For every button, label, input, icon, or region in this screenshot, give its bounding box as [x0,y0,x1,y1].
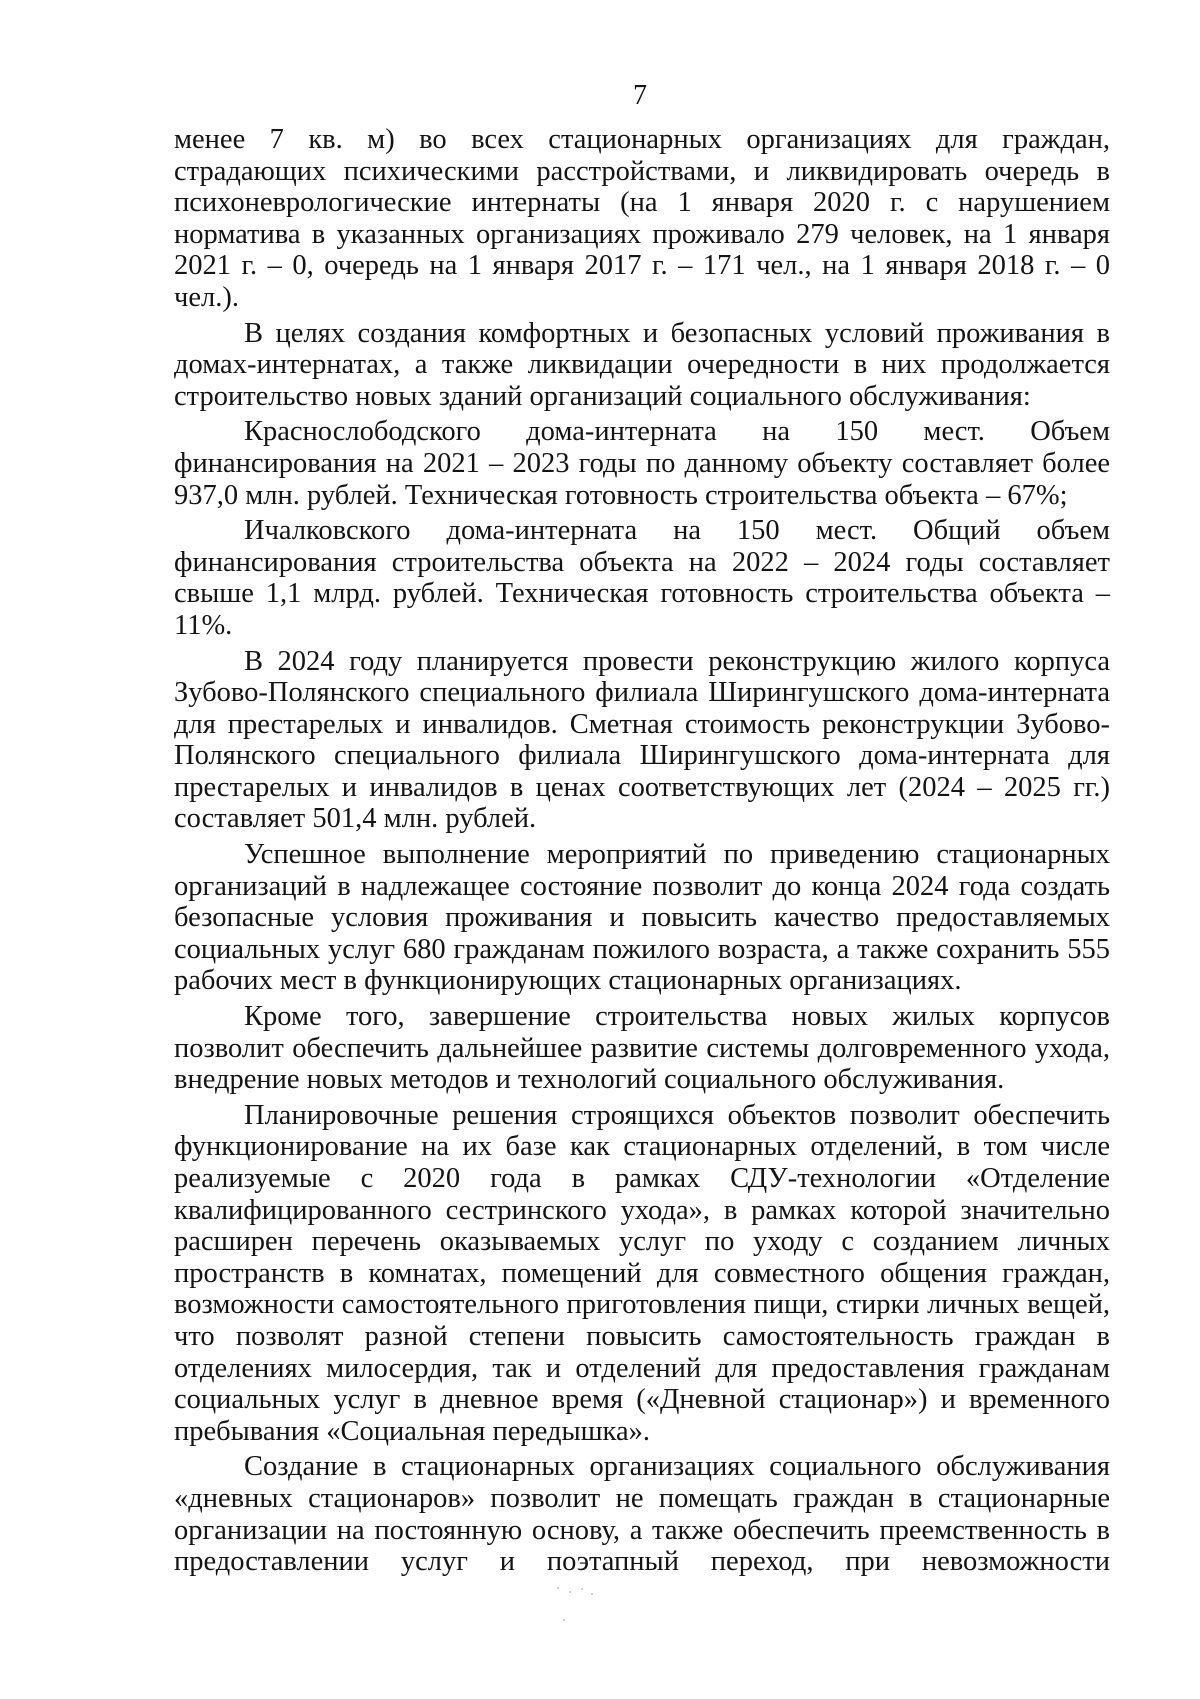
paragraph-continuation: менее 7 кв. м) во всех стационарных организациях для граждан, страдающих психическими расстройствами, и ликвидировать очередь в психоневрологические интернаты (на 1 января 2020 г. с нарушением норматива в указанных организациях проживало 279 человек, на 1 января 2021 г. – 0, очередь на 1 января 2017 г. – 171 чел., на 1 января 2018 г. – 0 чел.). [174,124,1110,313]
page-number: 7 [633,80,647,111]
paragraph-long-term-care: Кроме того, завершение строительства новых жилых корпусов позволит обеспечить дальнейшее развитие системы долговременного ухода, внедрение новых методов и технологий социального обслуживания. [174,1001,1110,1096]
scan-artifact [555,1585,615,1645]
paragraph-construction-intro: В целях создания комфортных и безопасных условий проживания в домах-интернатах, а также ликвидации очередности в них продолжается строительство новых зданий организаций социального обслуживания: [174,317,1110,412]
paragraph-outcome: Успешное выполнение мероприятий по приведению стационарных организаций в надлежащее состояние позволит до конца 2024 года создать безопасные условия проживания и повысить качество предоставляемых социальных услуг 680 гражданам пожилого возраста, а также сохранить 555 рабочих мест в функционирующих стационарных организациях. [174,839,1110,997]
paragraph-day-hospitals: Создание в стационарных организациях социального обслуживания «дневных стационаров» позволит не помещать граждан в стационарные организации на постоянную основу, а также обеспечить преемственность в предоставлении услуг и поэтапный переход, при невозможности [174,1451,1110,1578]
paragraph-planning-solutions: Планировочные решения строящихся объектов позволит обеспечить функционирование на их базе как стационарных отделений, в том числе реализуемые с 2020 года в рамках СДУ-технологии «Отделение квалифицированного сестринского ухода», в рамках которой значительно расширен перечень оказываемых услуг по уходу с созданием личных пространств в комнатах, помещений для совместного общения граждан, возможности самостоятельного приготовления пищи, стирки личных вещей, что позволят разной степени повысить самостоятельность граждан в отделениях милосердия, так и отделений для предоставления гражданам социальных услуг в дневное время («Дневной стационар») и временного пребывания «Социальная передышка». [174,1099,1110,1447]
paragraph-reconstruction: В 2024 году планируется провести реконструкцию жилого корпуса Зубово-Полянского специального филиала Ширингушского дома-интерната для престарелых и инвалидов. Сметная стоимость реконструкции Зубово-Полянского специального филиала Ширингушского дома-интерната для престарелых и инвалидов в ценах соответствующих лет (2024 – 2025 гг.) составляет 501,4 млн. рублей. [174,645,1110,835]
document-body [174,124,1110,1582]
paragraph-krasnoslobodsky: Краснослободского дома-интерната на 150 мест. Объем финансирования на 2021 – 2023 годы по данному объекту составляет более 937,0 млн. рублей. Техническая готовность строительства объекта – 67%; [174,416,1110,511]
paragraph-ichalkovsky: Ичалковского дома-интерната на 150 мест. Общий объем финансирования строительства объекта на 2022 – 2024 годы составляет свыше 1,1 млрд. рублей. Техническая готовность строительства объекта – 11%. [174,515,1110,641]
